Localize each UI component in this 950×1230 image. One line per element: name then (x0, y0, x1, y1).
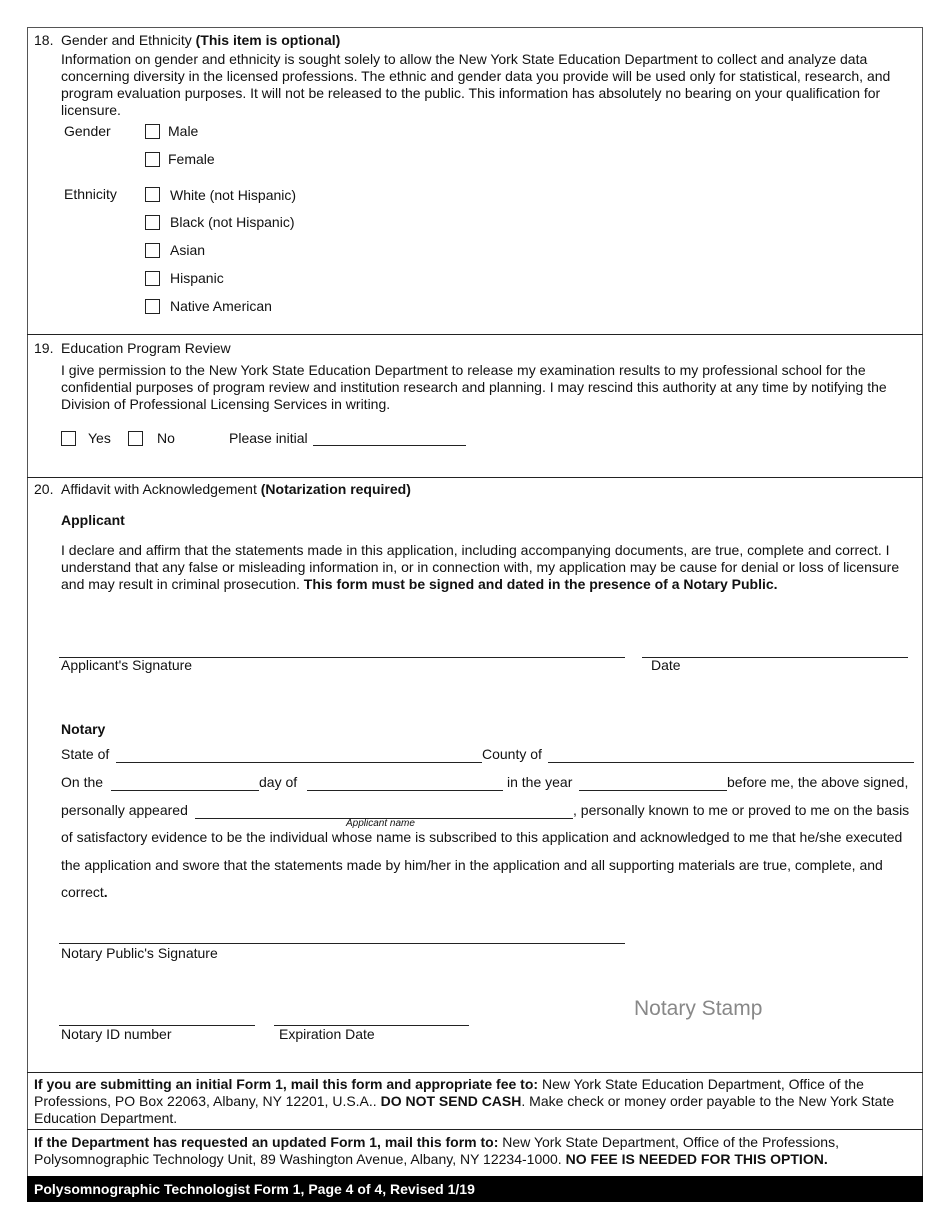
notary-stamp-placeholder: Notary Stamp (634, 997, 763, 1020)
section-number: 19. (34, 340, 54, 356)
yes-label: Yes (88, 430, 111, 446)
form-footer: Polysomnographic Technologist Form 1, Page 4 of 4, Revised 1/19 (27, 1176, 923, 1202)
state-field[interactable] (116, 762, 482, 763)
affidavit-body: I declare and affirm that the statements made in this application, including accompanying documents, are true, complete and correct. I understand that any false or misleading information in, or in connection with, my application may be cause for denial or loss of licensure and may result in criminal prosecution. This form must be signed and dated in the presence of a Notary Public. (61, 542, 900, 592)
asian-label: Asian (170, 242, 206, 258)
native-american-checkbox[interactable] (145, 299, 160, 314)
personally-known-text: , personally known to me or proved to me on the basis (573, 802, 910, 818)
native-american-label: Native American (170, 298, 272, 314)
section-title: Gender and Ethnicity (This item is optional) (61, 32, 341, 48)
in-the-year-label: in the year (507, 774, 573, 790)
hispanic-checkbox[interactable] (145, 271, 160, 286)
white-checkbox[interactable] (145, 187, 160, 202)
section-body: Information on gender and ethnicity is sought solely to allow the New York State Education Department to collect and analyze data concerning diversity in the licensed professions. The ethnic and gender data you provide will be used only for statistical, research, and program evaluation purposes. It will not be released to the public. This information has absolutely no bearing on your qualification for licensure. (61, 51, 891, 118)
day-field[interactable] (111, 790, 259, 791)
male-checkbox[interactable] (145, 124, 160, 139)
white-label: White (not Hispanic) (170, 187, 297, 203)
divider (27, 334, 923, 335)
month-field[interactable] (307, 790, 503, 791)
mail-instructions-updated: If the Department has requested an updated Form 1, mail this form to: New York State Department, Office of the Professions, Polysomnographic Technology Unit, 89 Washington Avenue, Albany, NY 12234-1000. NO FEE IS NEEDED FOR THIS OPTION. (34, 1134, 839, 1167)
applicant-signature-label: Applicant's Signature (61, 657, 193, 673)
personally-appeared-label: personally appeared (61, 802, 188, 818)
section-title: Education Program Review (61, 340, 231, 356)
female-checkbox[interactable] (145, 152, 160, 167)
section-body: I give permission to the New York State Education Department to release my examination results to my professional school for the confidential purposes of program review and institution research and planning. I may rescind this authority at any time by notifying the Division of Professional Licensing Services in writing. (61, 362, 887, 412)
notary-text-line: the application and swore that the statements made by him/her in the application and all supporting materials are true, complete, and (61, 857, 883, 873)
applicant-name-caption: Applicant name (346, 818, 415, 829)
year-field[interactable] (579, 790, 727, 791)
notary-text-line: of satisfactory evidence to be the individual whose name is subscribed to this application and acknowledged to me that he/she executed (61, 829, 903, 845)
mail-instructions-initial: If you are submitting an initial Form 1, mail this form and appropriate fee to: New York State Education Department, Office of the Professions, PO Box 22063, Albany, NY 12201, U.S.A.. DO NOT SEND CASH. Make check or money order payable to the New York State Education Department. (34, 1076, 895, 1126)
notary-signature-line[interactable] (59, 943, 625, 944)
section-title: Affidavit with Acknowledgement (Notarization required) (61, 481, 411, 497)
asian-checkbox[interactable] (145, 243, 160, 258)
county-field[interactable] (548, 762, 914, 763)
notary-signature-label: Notary Public's Signature (61, 945, 218, 961)
ethnicity-label: Ethnicity (64, 186, 117, 202)
no-label: No (157, 430, 175, 446)
day-of-label: day of (259, 774, 298, 790)
notary-id-label: Notary ID number (61, 1026, 172, 1042)
county-of-label: County of (482, 746, 542, 762)
male-label: Male (168, 123, 199, 139)
yes-checkbox[interactable] (61, 431, 76, 446)
date-label: Date (651, 657, 681, 673)
notary-text-line: correct. (61, 884, 108, 900)
date-line[interactable] (642, 657, 908, 658)
expiration-label: Expiration Date (279, 1026, 375, 1042)
initial-label: Please initial (229, 430, 308, 446)
applicant-heading: Applicant (61, 512, 125, 528)
on-the-label: On the (61, 774, 104, 790)
notary-heading: Notary (61, 721, 106, 737)
black-checkbox[interactable] (145, 215, 160, 230)
gender-label: Gender (64, 123, 111, 139)
divider (27, 1129, 923, 1130)
state-of-label: State of (61, 746, 110, 762)
black-label: Black (not Hispanic) (170, 214, 295, 230)
divider (27, 477, 923, 478)
hispanic-label: Hispanic (170, 270, 224, 286)
divider (27, 1072, 923, 1073)
no-checkbox[interactable] (128, 431, 143, 446)
female-label: Female (168, 151, 215, 167)
before-me-label: before me, the above signed, (727, 774, 909, 790)
initial-field[interactable] (313, 445, 466, 446)
section-number: 18. (34, 32, 54, 48)
section-number: 20. (34, 481, 54, 497)
